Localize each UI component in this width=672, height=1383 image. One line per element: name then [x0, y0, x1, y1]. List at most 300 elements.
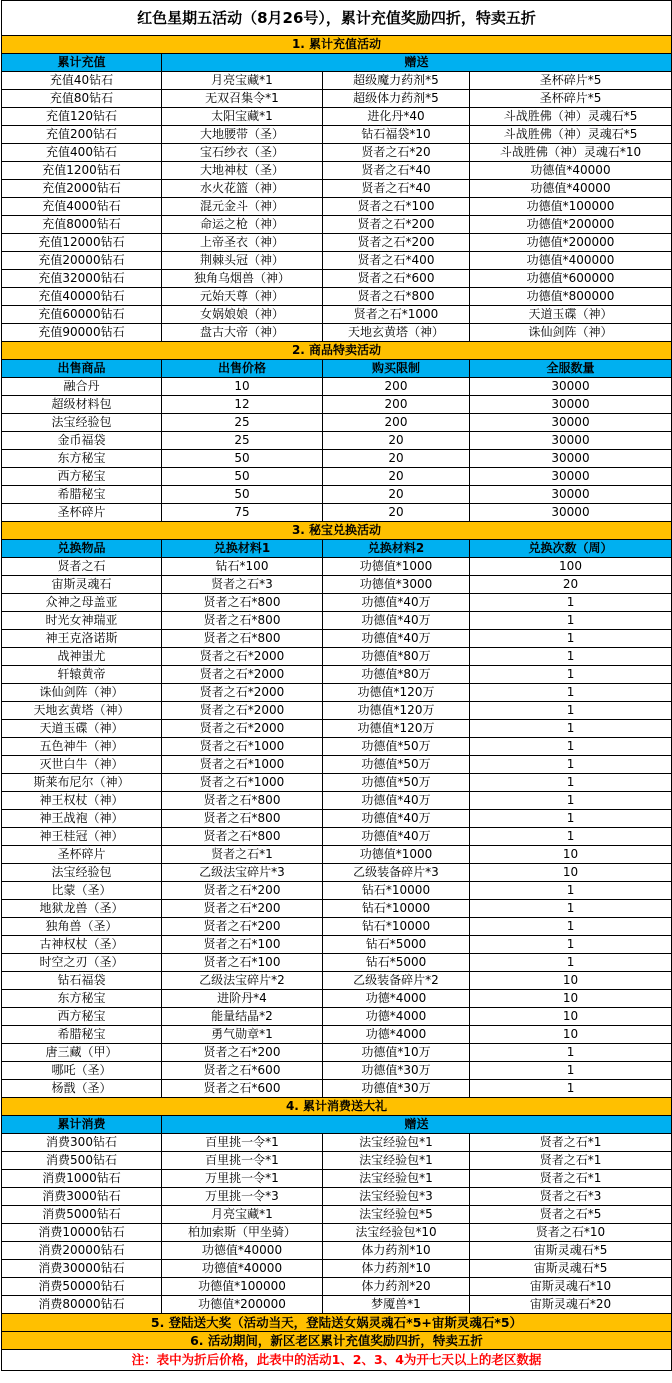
table-row: [2, 702, 672, 720]
table-cell: 10: [470, 1026, 672, 1044]
table-row: [2, 306, 672, 324]
table-cell: 贤者之石*800: [162, 630, 323, 648]
section-title-row: [2, 522, 672, 540]
table-cell: 消费30000钻石: [2, 1260, 162, 1278]
table-cell: 超级材料包: [2, 396, 162, 414]
table-cell: 法宝经验包: [2, 414, 162, 432]
table-cell: 充值1200钻石: [2, 162, 162, 180]
table-cell: 30000: [470, 396, 672, 414]
table-cell: 消费20000钻石: [2, 1242, 162, 1260]
table-cell: 充值120钻石: [2, 108, 162, 126]
table-row: [2, 252, 672, 270]
column-header: 赠送: [162, 1116, 672, 1134]
table-cell: 贤者之石*600: [323, 270, 470, 288]
table-row: [2, 1152, 672, 1170]
table-cell: 东方秘宝: [2, 990, 162, 1008]
table-cell: 充值60000钻石: [2, 306, 162, 324]
column-header: 累计消费: [2, 1116, 162, 1134]
table-cell: 30000: [470, 450, 672, 468]
table-cell: 杨戬（圣）: [2, 1080, 162, 1098]
table-row: [2, 162, 672, 180]
table-cell: 功德值*400000: [470, 252, 672, 270]
table-cell: 200: [323, 414, 470, 432]
table-cell: 神王战袍（神）: [2, 810, 162, 828]
table-cell: 西方秘宝: [2, 1008, 162, 1026]
table-cell: 无双召集令*1: [162, 90, 323, 108]
table-cell: 功德值*40000: [470, 162, 672, 180]
table-cell: 贤者之石*100: [162, 936, 323, 954]
table-cell: 命运之枪（神）: [162, 216, 323, 234]
table-row: [2, 576, 672, 594]
table-cell: 功德值*40000: [162, 1242, 323, 1260]
table-cell: 功德值*120万: [323, 720, 470, 738]
table-cell: 斗战胜佛（神）灵魂石*10: [470, 144, 672, 162]
table-cell: 充值40000钻石: [2, 288, 162, 306]
section-title-row: [2, 36, 672, 54]
table-row: [2, 1224, 672, 1242]
table-cell: 贤者之石*3: [162, 576, 323, 594]
table-cell: 混元金斗（神）: [162, 198, 323, 216]
table-cell: 10: [470, 990, 672, 1008]
table-cell: 贤者之石*100: [162, 954, 323, 972]
table-row: [2, 594, 672, 612]
table-cell: 消费50000钻石: [2, 1278, 162, 1296]
table-cell: 超级魔力药剂*5: [323, 72, 470, 90]
table-cell: 贤者之石*1000: [162, 738, 323, 756]
table-cell: 消费1000钻石: [2, 1170, 162, 1188]
section-title-row: [2, 342, 672, 360]
table-cell: 东方秘宝: [2, 450, 162, 468]
table-row: [2, 1062, 672, 1080]
table-row: [2, 1260, 672, 1278]
table-cell: 功德值*40万: [323, 810, 470, 828]
table-cell: 20: [323, 432, 470, 450]
table-cell: 法宝经验包*1: [323, 1152, 470, 1170]
table-cell: 独角兽（圣）: [2, 918, 162, 936]
table-cell: 融合丹: [2, 378, 162, 396]
table-cell: 贤者之石*200: [323, 234, 470, 252]
table-cell: 12: [162, 396, 323, 414]
table-cell: 功德值*40000: [470, 180, 672, 198]
table-cell: 75: [162, 504, 323, 522]
table-cell: 贤者之石*800: [162, 612, 323, 630]
table-cell: 30000: [470, 468, 672, 486]
table-cell: 乙级装备碎片*3: [323, 864, 470, 882]
table-cell: 宝石纱衣（圣）: [162, 144, 323, 162]
table-cell: 1: [470, 936, 672, 954]
table-cell: 百里挑一令*1: [162, 1152, 323, 1170]
table-cell: 功德值*1000: [323, 558, 470, 576]
column-header: 累计充值: [2, 54, 162, 72]
table-row: [2, 450, 672, 468]
table-row: [2, 738, 672, 756]
table-cell: 钻石*5000: [323, 954, 470, 972]
table-cell: 10: [470, 864, 672, 882]
table-cell: 神王桂冠（神）: [2, 828, 162, 846]
table-cell: 1: [470, 720, 672, 738]
table-cell: 贤者之石*40: [323, 180, 470, 198]
table-cell: 法宝经验包: [2, 864, 162, 882]
table-cell: 女娲娘娘（神）: [162, 306, 323, 324]
table-cell: 西方秘宝: [2, 468, 162, 486]
table-cell: 功德值*100000: [470, 198, 672, 216]
table-cell: 1: [470, 954, 672, 972]
table-cell: 充值32000钻石: [2, 270, 162, 288]
table-cell: 法宝经验包*3: [323, 1188, 470, 1206]
table-cell: 法宝经验包*1: [323, 1170, 470, 1188]
table-cell: 大地腰带（圣）: [162, 126, 323, 144]
table-cell: 贤者之石*200: [323, 216, 470, 234]
table-cell: 功德值*120万: [323, 702, 470, 720]
table-cell: 乙级装备碎片*2: [323, 972, 470, 990]
table-cell: 希腊秘宝: [2, 1026, 162, 1044]
table-row: [2, 90, 672, 108]
table-cell: 贤者之石*800: [162, 828, 323, 846]
table-cell: 贤者之石*1: [470, 1134, 672, 1152]
footer-row: [2, 1332, 672, 1350]
column-header: 兑换材料1: [162, 540, 323, 558]
table-cell: 众神之母盖亚: [2, 594, 162, 612]
table-cell: 贤者之石*400: [323, 252, 470, 270]
table-row: [2, 324, 672, 342]
table-cell: 50: [162, 450, 323, 468]
table-cell: 贤者之石*200: [162, 882, 323, 900]
table-cell: 1: [470, 630, 672, 648]
table-cell: 贤者之石*1: [470, 1152, 672, 1170]
table-cell: 1: [470, 684, 672, 702]
table-cell: 30000: [470, 432, 672, 450]
table-row: [2, 1242, 672, 1260]
table-row: [2, 1188, 672, 1206]
table-cell: 宙斯灵魂石*5: [470, 1242, 672, 1260]
table-row: [2, 144, 672, 162]
table-cell: 圣杯碎片: [2, 504, 162, 522]
table-cell: 消费10000钻石: [2, 1224, 162, 1242]
table-cell: 钻石*10000: [323, 882, 470, 900]
table-cell: 上帝圣衣（神）: [162, 234, 323, 252]
table-cell: 功德值*50万: [323, 756, 470, 774]
table-cell: 神王克洛诺斯: [2, 630, 162, 648]
table-cell: 10: [470, 846, 672, 864]
table-cell: 50: [162, 468, 323, 486]
table-cell: 元始天尊（神）: [162, 288, 323, 306]
table-cell: 充值20000钻石: [2, 252, 162, 270]
table-row: [2, 954, 672, 972]
table-cell: 钻石*5000: [323, 936, 470, 954]
table-row: [2, 1296, 672, 1314]
table-row: [2, 756, 672, 774]
footer-note: 注：表中为折后价格，此表中的活动1、2、3、4为开七天以上的老区数据: [2, 1350, 672, 1371]
table-cell: 功德值*30万: [323, 1080, 470, 1098]
table-cell: 月亮宝藏*1: [162, 72, 323, 90]
table-cell: 贤者之石*1: [162, 846, 323, 864]
table-row: [2, 720, 672, 738]
table-cell: 20: [470, 576, 672, 594]
table-row: [2, 1044, 672, 1062]
event-table: [1, 0, 672, 1371]
table-row: [2, 108, 672, 126]
table-cell: 天道玉碟（神）: [470, 306, 672, 324]
table-cell: 柏加索斯（甲坐骑）: [162, 1224, 323, 1242]
table-cell: 能量结晶*2: [162, 1008, 323, 1026]
table-cell: 200: [323, 396, 470, 414]
table-cell: 贤者之石*800: [323, 288, 470, 306]
table-row: [2, 936, 672, 954]
table-cell: 充值400钻石: [2, 144, 162, 162]
table-cell: 战神蚩尤: [2, 648, 162, 666]
column-header: 出售商品: [2, 360, 162, 378]
table-cell: 1: [470, 792, 672, 810]
table-row: [2, 1134, 672, 1152]
table-row: [2, 648, 672, 666]
table-cell: 贤者之石*2000: [162, 666, 323, 684]
table-cell: 神王权杖（神）: [2, 792, 162, 810]
table-row: [2, 684, 672, 702]
table-row: [2, 972, 672, 990]
table-cell: 贤者之石*200: [162, 918, 323, 936]
table-cell: 功德值*40万: [323, 594, 470, 612]
table-row: [2, 414, 672, 432]
table-cell: 贤者之石*200: [162, 900, 323, 918]
table-cell: 大地神杖（圣）: [162, 162, 323, 180]
table-cell: 消费80000钻石: [2, 1296, 162, 1314]
table-cell: 充值12000钻石: [2, 234, 162, 252]
table-cell: 贤者之石*600: [162, 1062, 323, 1080]
table-cell: 贤者之石*2000: [162, 648, 323, 666]
table-cell: 诛仙剑阵（神）: [2, 684, 162, 702]
table-cell: 30000: [470, 486, 672, 504]
table-row: [2, 882, 672, 900]
table-cell: 充值80钻石: [2, 90, 162, 108]
table-cell: 贤者之石*5: [470, 1206, 672, 1224]
table-cell: 贤者之石*1000: [162, 774, 323, 792]
page-title: 红色星期五活动（8月26号），累计充值奖励四折，特卖五折: [2, 1, 672, 36]
table-header-row: [2, 1116, 672, 1134]
table-cell: 50: [162, 486, 323, 504]
table-cell: 贤者之石*600: [162, 1080, 323, 1098]
table-cell: 地狱龙兽（圣）: [2, 900, 162, 918]
table-cell: 20: [323, 486, 470, 504]
table-cell: 1: [470, 738, 672, 756]
table-cell: 1: [470, 648, 672, 666]
table-cell: 功德值*200000: [470, 216, 672, 234]
table-cell: 金币福袋: [2, 432, 162, 450]
section-title: 3. 秘宝兑换活动: [2, 522, 672, 540]
table-row: [2, 126, 672, 144]
table-cell: 功德值*80万: [323, 666, 470, 684]
table-cell: 宙斯灵魂石*5: [470, 1260, 672, 1278]
section-title-row: [2, 1098, 672, 1116]
table-cell: 钻石*10000: [323, 900, 470, 918]
table-cell: 充值40钻石: [2, 72, 162, 90]
column-header: 兑换材料2: [323, 540, 470, 558]
table-cell: 功德值*200000: [470, 234, 672, 252]
table-row: [2, 288, 672, 306]
table-cell: 唐三藏（甲）: [2, 1044, 162, 1062]
table-cell: 贤者之石: [2, 558, 162, 576]
table-cell: 圣杯碎片*5: [470, 90, 672, 108]
table-row: [2, 828, 672, 846]
table-cell: 钻石*100: [162, 558, 323, 576]
table-cell: 30000: [470, 378, 672, 396]
table-row: [2, 792, 672, 810]
table-header-row: [2, 54, 672, 72]
table-cell: 1: [470, 702, 672, 720]
table-cell: 荆棘头冠（神）: [162, 252, 323, 270]
table-cell: 100: [470, 558, 672, 576]
table-cell: 贤者之石*2000: [162, 684, 323, 702]
table-cell: 五色神牛（神）: [2, 738, 162, 756]
table-cell: 1: [470, 1080, 672, 1098]
table-cell: 1: [470, 1062, 672, 1080]
table-row: [2, 1008, 672, 1026]
table-cell: 万里挑一令*1: [162, 1170, 323, 1188]
table-cell: 法宝经验包*5: [323, 1206, 470, 1224]
table-cell: 贤者之石*10: [470, 1224, 672, 1242]
table-row: [2, 504, 672, 522]
table-cell: 钻石福袋: [2, 972, 162, 990]
table-cell: 充值4000钻石: [2, 198, 162, 216]
note-row: [2, 1350, 672, 1371]
table-cell: 贤者之石*1: [470, 1170, 672, 1188]
table-row: [2, 990, 672, 1008]
table-cell: 功德值*800000: [470, 288, 672, 306]
table-cell: 25: [162, 414, 323, 432]
table-cell: 贤者之石*200: [162, 1044, 323, 1062]
table-cell: 宙斯灵魂石*20: [470, 1296, 672, 1314]
table-cell: 消费300钻石: [2, 1134, 162, 1152]
table-cell: 1: [470, 666, 672, 684]
table-cell: 天道玉碟（神）: [2, 720, 162, 738]
table-cell: 10: [470, 972, 672, 990]
table-cell: 太阳宝藏*1: [162, 108, 323, 126]
table-row: [2, 900, 672, 918]
column-header: 兑换物品: [2, 540, 162, 558]
table-cell: 斯莱布尼尔（神）: [2, 774, 162, 792]
table-cell: 月亮宝藏*1: [162, 1206, 323, 1224]
table-cell: 功德值*100000: [162, 1278, 323, 1296]
table-row: [2, 396, 672, 414]
table-cell: 宙斯灵魂石*10: [470, 1278, 672, 1296]
table-cell: 充值2000钻石: [2, 180, 162, 198]
table-cell: 天地玄黄塔（神）: [323, 324, 470, 342]
table-header-row: [2, 540, 672, 558]
table-cell: 贤者之石*40: [323, 162, 470, 180]
table-cell: 功德*4000: [323, 1026, 470, 1044]
table-row: [2, 180, 672, 198]
table-cell: 消费5000钻石: [2, 1206, 162, 1224]
table-row: [2, 486, 672, 504]
table-cell: 乙级法宝碎片*3: [162, 864, 323, 882]
table-cell: 轩辕黄帝: [2, 666, 162, 684]
table-cell: 贤者之石*800: [162, 594, 323, 612]
table-cell: 1: [470, 810, 672, 828]
table-cell: 诛仙剑阵（神）: [470, 324, 672, 342]
table-cell: 法宝经验包*10: [323, 1224, 470, 1242]
table-cell: 希腊秘宝: [2, 486, 162, 504]
table-cell: 进化丹*40: [323, 108, 470, 126]
table-cell: 勇气勋章*1: [162, 1026, 323, 1044]
table-cell: 圣杯碎片: [2, 846, 162, 864]
table-cell: 1: [470, 900, 672, 918]
table-cell: 进阶丹*4: [162, 990, 323, 1008]
table-row: [2, 666, 672, 684]
table-cell: 独角乌烟兽（神）: [162, 270, 323, 288]
table-cell: 功德值*3000: [323, 576, 470, 594]
table-cell: 功德*4000: [323, 990, 470, 1008]
table-row: [2, 774, 672, 792]
table-cell: 功德值*40000: [162, 1260, 323, 1278]
column-header: 购买限制: [323, 360, 470, 378]
column-header: 兑换次数（周）: [470, 540, 672, 558]
table-row: [2, 378, 672, 396]
footer-item-5: 5. 登陆送大奖（活动当天，登陆送女娲灵魂石*5+宙斯灵魂石*5）: [2, 1314, 672, 1332]
table-row: [2, 558, 672, 576]
table-cell: 体力药剂*10: [323, 1260, 470, 1278]
table-cell: 1: [470, 828, 672, 846]
table-cell: 功德值*200000: [162, 1296, 323, 1314]
table-cell: 贤者之石*2000: [162, 702, 323, 720]
table-cell: 功德值*40万: [323, 612, 470, 630]
table-cell: 20: [323, 450, 470, 468]
table-cell: 钻石福袋*10: [323, 126, 470, 144]
table-cell: 天地玄黄塔（神）: [2, 702, 162, 720]
table-row: [2, 1026, 672, 1044]
table-cell: 10: [470, 1008, 672, 1026]
column-header: 赠送: [162, 54, 672, 72]
table-cell: 充值200钻石: [2, 126, 162, 144]
table-header-row: [2, 360, 672, 378]
table-cell: 30000: [470, 414, 672, 432]
table-cell: 盘古大帝（神）: [162, 324, 323, 342]
table-row: [2, 1170, 672, 1188]
table-cell: 贤者之石*100: [323, 198, 470, 216]
table-cell: 超级体力药剂*5: [323, 90, 470, 108]
table-cell: 体力药剂*10: [323, 1242, 470, 1260]
table-cell: 1: [470, 594, 672, 612]
table-cell: 贤者之石*20: [323, 144, 470, 162]
table-cell: 功德值*1000: [323, 846, 470, 864]
table-cell: 1: [470, 918, 672, 936]
table-cell: 1: [470, 1044, 672, 1062]
table-cell: 功德值*40万: [323, 828, 470, 846]
table-cell: 贤者之石*1000: [162, 756, 323, 774]
table-cell: 消费500钻石: [2, 1152, 162, 1170]
table-row: [2, 234, 672, 252]
table-cell: 功德值*120万: [323, 684, 470, 702]
column-header: 出售价格: [162, 360, 323, 378]
table-row: [2, 198, 672, 216]
table-cell: 消费3000钻石: [2, 1188, 162, 1206]
table-cell: 30000: [470, 504, 672, 522]
table-cell: 功德值*600000: [470, 270, 672, 288]
event-sheet: [1, 0, 671, 1371]
table-row: [2, 72, 672, 90]
table-cell: 1: [470, 756, 672, 774]
table-cell: 功德值*80万: [323, 648, 470, 666]
table-cell: 贤者之石*1000: [323, 306, 470, 324]
table-cell: 斗战胜佛（神）灵魂石*5: [470, 108, 672, 126]
column-header: 全服数量: [470, 360, 672, 378]
table-row: [2, 1080, 672, 1098]
table-row: [2, 630, 672, 648]
table-cell: 圣杯碎片*5: [470, 72, 672, 90]
section-title: 1. 累计充值活动: [2, 36, 672, 54]
table-row: [2, 216, 672, 234]
table-cell: 25: [162, 432, 323, 450]
table-cell: 水火花篮（神）: [162, 180, 323, 198]
table-row: [2, 864, 672, 882]
